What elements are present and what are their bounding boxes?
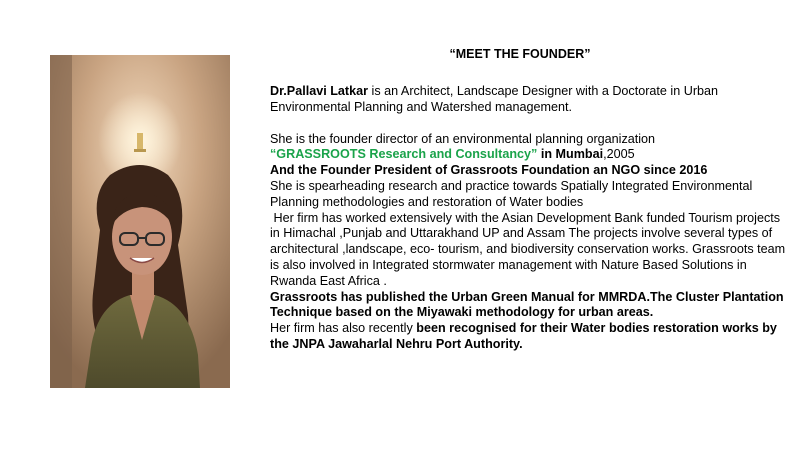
foundation-line: And the Founder President of Grassroots Foundation an NGO since 2016 <box>270 163 708 178</box>
recognition-highlight: been recognised for their Water bodies restoration works by the JNPA Jawaharlal Nehru Port Authority. <box>270 321 777 351</box>
founder-name: Dr.Pallavi Latkar <box>270 84 369 98</box>
founder-line: She is the founder director of an environmental planning organization <box>270 131 656 146</box>
organization-name: “GRASSROOTS Research and Consultancy” <box>270 147 538 162</box>
founder-photo <box>50 55 230 388</box>
firm-work-text: Her firm has worked extensively with the Asian Development Bank funded Tourism projects in Himachal ,Punjab and Uttarakhand UP and Assam The projects involve several types of architectural ,landscape, eco- tourism, and biodiversity conservation works. Grassroots team is also involved in Integrated stormwater management with Nature Based Solutions in Rwanda East Africa . <box>270 210 786 288</box>
organization-line <box>270 147 790 163</box>
page-title: “MEET THE FOUNDER” <box>449 47 591 61</box>
organization-year: ,2005 <box>603 147 635 162</box>
recognition-text: Her firm has also recently <box>270 321 417 336</box>
recognition-paragraph <box>270 321 790 353</box>
intro-paragraph <box>270 84 790 116</box>
spearheading-paragraph: She is spearheading research and practice towards Spatially Integrated Environmental Planning methodologies and restoration of Water bodies <box>270 178 753 209</box>
firm-work-paragraph <box>270 211 790 290</box>
intro-text: is an Architect, Landscape Designer with a Doctorate in Urban Environmental Planning and Watershed management. <box>270 84 719 114</box>
founder-bio <box>270 84 790 353</box>
organization-location: in Mumbai <box>537 147 604 162</box>
manual-paragraph: Grassroots has published the Urban Green Manual for MMRDA.The Cluster Plantation Technique based on the Miyawaki methodology for urban areas. <box>270 289 784 320</box>
